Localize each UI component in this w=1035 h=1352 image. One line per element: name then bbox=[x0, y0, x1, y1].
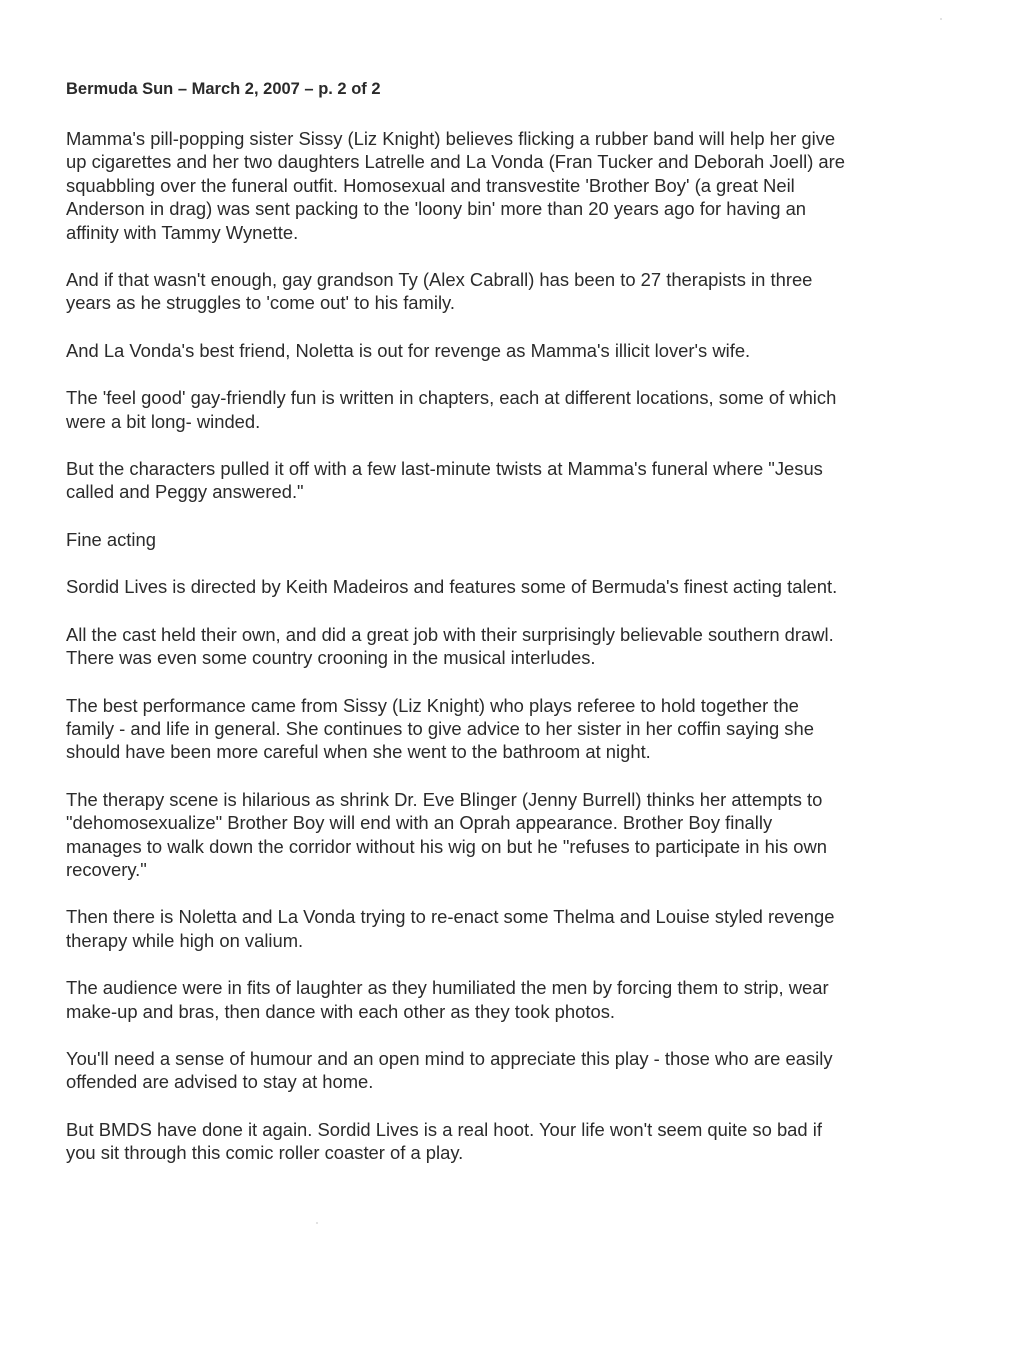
article-paragraph bbox=[66, 575, 966, 598]
paragraph-line: Fine acting bbox=[66, 528, 156, 550]
paragraph-line: offended are advised to stay at home. bbox=[66, 1071, 374, 1093]
paragraph-line: therapy while high on valium. bbox=[66, 929, 304, 951]
section-subheading bbox=[66, 528, 966, 551]
article-paragraph bbox=[66, 457, 966, 504]
paragraph-line: But BMDS have done it again. Sordid Lives is a real hoot. Your life won't seem quite so bad if bbox=[66, 1118, 822, 1140]
paragraph-line: manages to walk down the corridor without his wig on but he "refuses to participate in his own bbox=[66, 835, 827, 857]
paragraph-line: And if that wasn't enough, gay grandson Ty (Alex Cabrall) has been to 27 therapists in three bbox=[66, 269, 813, 291]
article-paragraph bbox=[66, 386, 966, 433]
paragraph-line: The 'feel good' gay-friendly fun is written in chapters, each at different locations, some of which bbox=[66, 387, 837, 409]
scan-speck bbox=[316, 1222, 318, 1224]
paragraph-line: The therapy scene is hilarious as shrink Dr. Eve Blinger (Jenny Burrell) thinks her attempts to bbox=[66, 788, 823, 810]
paragraph-line: Sordid Lives is directed by Keith Madeiros and features some of Bermuda's finest acting talent. bbox=[66, 576, 838, 598]
paragraph-line: There was even some country crooning in the musical interludes. bbox=[66, 647, 596, 669]
paragraph-line: The audience were in fits of laughter as they humiliated the men by forcing them to strip, wear bbox=[66, 977, 829, 999]
page-header: Bermuda Sun – March 2, 2007 – p. 2 of 2 bbox=[66, 80, 381, 98]
paragraph-line: Then there is Noletta and La Vonda trying to re-enact some Thelma and Louise styled revenge bbox=[66, 906, 835, 928]
paragraph-line: make-up and bras, then dance with each other as they took photos. bbox=[66, 1000, 615, 1022]
article-paragraph bbox=[66, 268, 966, 315]
article-paragraph bbox=[66, 339, 966, 362]
paragraph-line: The best performance came from Sissy (Liz Knight) who plays referee to hold together the bbox=[66, 694, 799, 716]
paragraph-line: squabbling over the funeral outfit. Homosexual and transvestite 'Brother Boy' (a great Neil bbox=[66, 174, 795, 196]
article-paragraph bbox=[66, 623, 966, 670]
paragraph-line: up cigarettes and her two daughters Latrelle and La Vonda (Fran Tucker and Deborah Joell) are bbox=[66, 151, 846, 173]
scan-speck bbox=[940, 18, 942, 20]
paragraph-line: were a bit long- winded. bbox=[66, 410, 261, 432]
paragraph-line: family - and life in general. She continues to give advice to her sister in her coffin saying she bbox=[66, 717, 814, 739]
article-paragraph bbox=[66, 1047, 966, 1094]
paragraph-line: recovery." bbox=[66, 858, 147, 880]
paragraph-line: called and Peggy answered." bbox=[66, 481, 304, 503]
paragraph-line: years as he struggles to 'come out' to his family. bbox=[66, 292, 455, 314]
paragraph-line: But the characters pulled it off with a few last-minute twists at Mamma's funeral where "Jesus bbox=[66, 458, 823, 480]
article-paragraph bbox=[66, 694, 966, 764]
paragraph-line: you sit through this comic roller coaster of a play. bbox=[66, 1142, 464, 1164]
paragraph-line: "dehomosexualize" Brother Boy will end with an Oprah appearance. Brother Boy finally bbox=[66, 812, 773, 834]
article-paragraph bbox=[66, 788, 966, 882]
paragraph-line: Anderson in drag) was sent packing to the 'loony bin' more than 20 years ago for having an bbox=[66, 198, 807, 220]
paragraph-line: affinity with Tammy Wynette. bbox=[66, 221, 299, 243]
article-paragraph bbox=[66, 1118, 966, 1165]
article-paragraph bbox=[66, 127, 966, 244]
paragraph-line: And La Vonda's best friend, Noletta is out for revenge as Mamma's illicit lover's wife. bbox=[66, 339, 751, 361]
paragraph-line: Mamma's pill-popping sister Sissy (Liz Knight) believes flicking a rubber band will help her give bbox=[66, 128, 836, 149]
article-body bbox=[66, 127, 966, 1189]
paragraph-line: You'll need a sense of humour and an open mind to appreciate this play - those who are easily bbox=[66, 1047, 833, 1069]
paragraph-line: All the cast held their own, and did a great job with their surprisingly believable southern drawl. bbox=[66, 623, 834, 645]
article-paragraph bbox=[66, 976, 966, 1023]
paragraph-line: should have been more careful when she went to the bathroom at night. bbox=[66, 741, 651, 763]
article-paragraph bbox=[66, 905, 966, 952]
